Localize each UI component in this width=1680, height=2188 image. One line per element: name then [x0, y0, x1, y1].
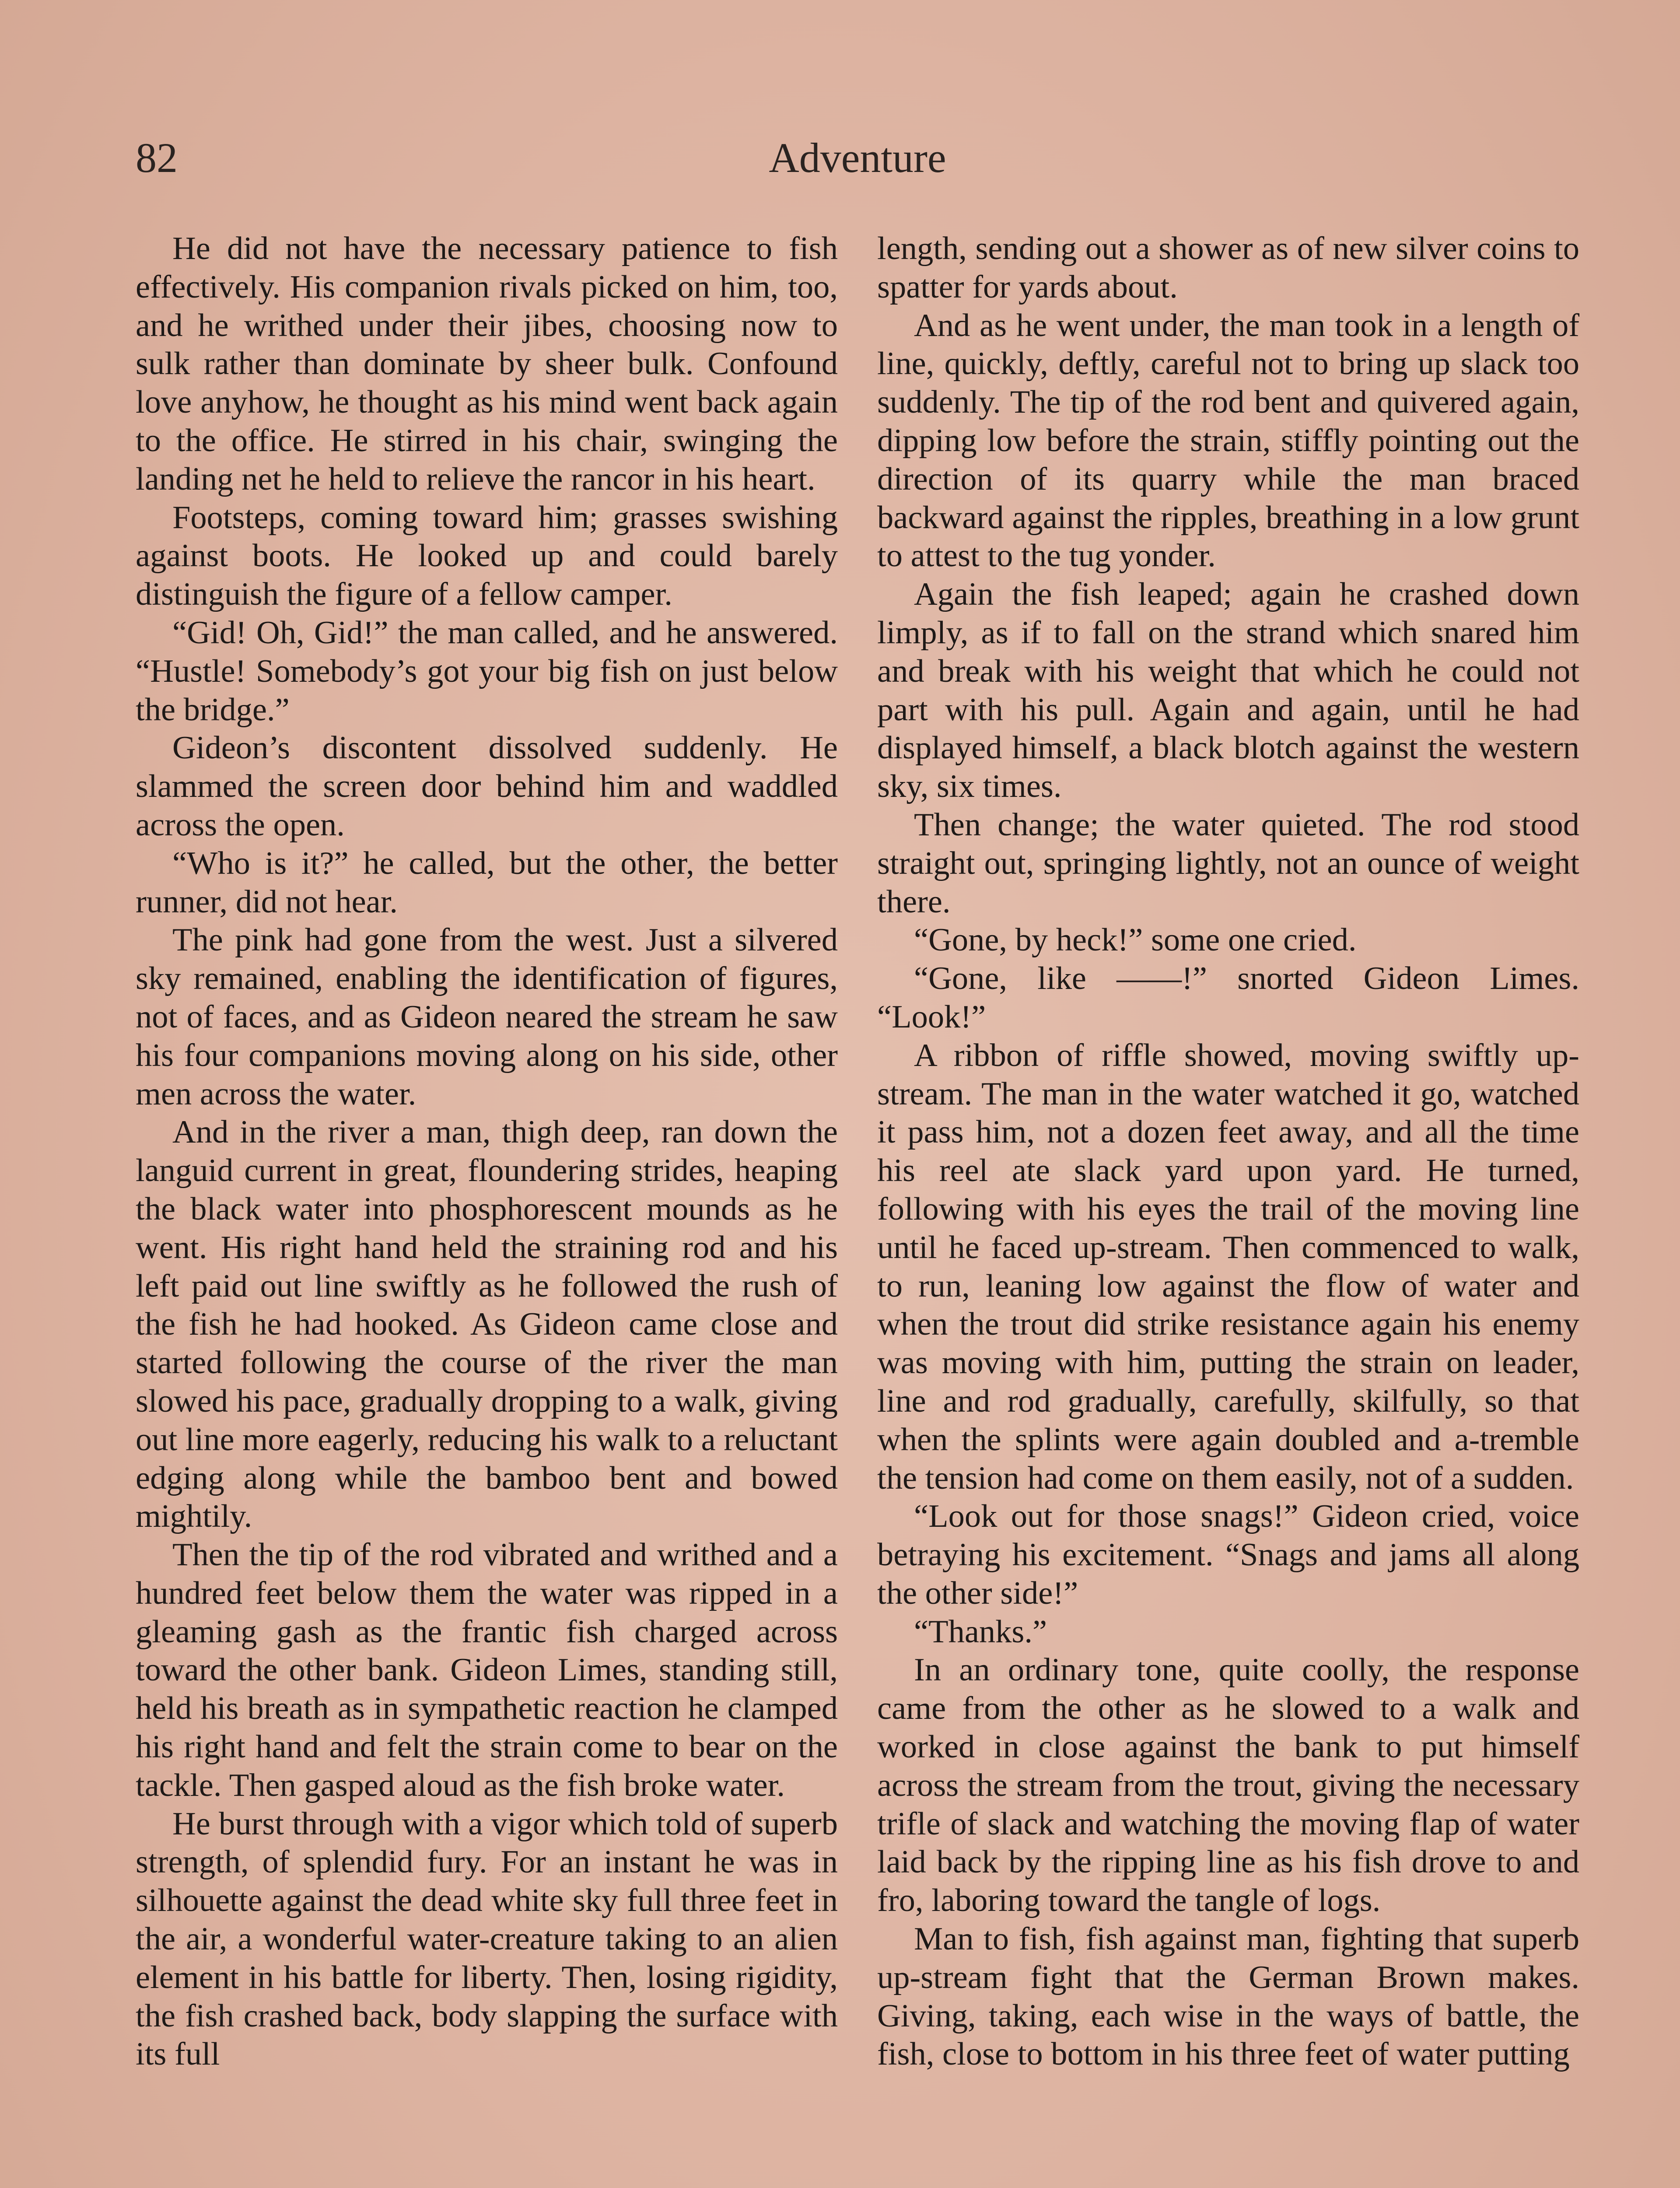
- paragraph: Again the fish leaped; again he crashed down limply, as if to fall on the strand which snared him and break with his weight that which he could not part with his pull. Again and again, until he had displayed himself, a black blotch against the western sky, six times.: [877, 576, 1579, 805]
- paragraph: In an ordinary tone, quite coolly, the response came from the other as he slowed to a walk and worked in close against the bank to put himself across the stream from the trout, giving the necessary trifle of slack and watching the moving flap of water laid back by the ripping line as his fish drove to and fro, laboring toward the tangle of logs.: [877, 1652, 1579, 1919]
- paragraph: He did not have the necessary patience to fish effectively. His companion rivals picked on him, too, and he writhed under their jibes, choosing now to sulk rather than dominate by sheer bulk. Confound love anyhow, he thought as his mind went back again to the office. He stirred in his chair, swinging the landing net he held to relieve the rancor in his heart.: [136, 231, 838, 497]
- paragraph: “Gone, by heck!” some one cried.: [914, 922, 1357, 958]
- paragraph: Gideon’s discontent dissolved suddenly. He slammed the screen door behind him and waddled across the open.: [136, 730, 838, 843]
- paragraph: Footsteps, coming toward him; grasses swishing against boots. He looked up and could barely distinguish the figure of a fellow camper.: [136, 499, 838, 613]
- paragraph: And as he went under, the man took in a length of line, quickly, deftly, careful not to bring up slack too suddenly. The tip of the rod bent and quivered again, dipping low before the strain, stiffly pointing out the direction of its quarry while the man braced backward against the ripples, breathing in a low grunt to attest to the tug yonder.: [877, 307, 1579, 574]
- paragraph-continued: length, sending out a shower as of new silver coins to spatter for yards about.: [877, 231, 1579, 305]
- magazine-title: Adventure: [769, 134, 946, 181]
- paragraph: “Who is it?” he called, but the other, the better runner, did not hear.: [136, 845, 838, 920]
- paragraph: The pink had gone from the west. Just a silvered sky remained, enabling the identification of figures, not of faces, and as Gideon neared the stream he saw his four companions moving along on his side, other men across the water.: [136, 922, 838, 1112]
- page-header: [136, 133, 1579, 195]
- paragraph: And in the river a man, thigh deep, ran down the languid current in great, floundering strides, heaping the black water into phosphorescent mounds as he went. His right hand held the straining rod and his left paid out line swiftly as he followed the rush of the fish he had hooked. As Gideon came close and started following the course of the river the man slowed his pace, gradually dropping to a walk, giving out line more eagerly, reducing his walk to a reluctant edging along while the bamboo bent and bowed mightily.: [136, 1114, 838, 1535]
- paragraph: He burst through with a vigor which told of superb strength, of splendid fury. For an instant he was in silhouette against the dead white sky full three feet in the air, a wonderful water-creature taking to an alien element in his battle for liberty. Then, losing rigidity, the fish crashed back, body slapping the surface with its full: [136, 1806, 838, 2072]
- paragraph: Then change; the water quieted. The rod stood straight out, springing lightly, not an ounce of weight there.: [877, 806, 1579, 920]
- paragraph: “Gid! Oh, Gid!” the man called, and he answered. “Hustle! Somebody’s got your big fish on just below the bridge.”: [136, 614, 838, 728]
- right-column: [877, 230, 1579, 2074]
- paragraph: Man to fish, fish against man, fighting that superb up-stream fight that the German Brown makes. Giving, taking, each wise in the ways of battle, the fish, close to bottom in his three feet of water putting: [877, 1921, 1579, 2072]
- page-number: 82: [136, 134, 178, 181]
- left-column: [136, 230, 838, 2074]
- paragraph: “Look out for those snags!” Gideon cried, voice betraying his excitement. “Snags and jams all along the other side!”: [877, 1498, 1579, 1611]
- paragraph: “Thanks.”: [914, 1613, 1047, 1650]
- paragraph: A ribbon of riffle showed, moving swiftly up-stream. The man in the water watched it go, watched it pass him, not a dozen feet away, and all the time his reel ate slack yard upon yard. He turned, following with his eyes the trail of the moving line until he faced up-stream. Then commenced to walk, to run, leaning low against the flow of water and when the trout did strike resistance again his enemy was moving with him, putting the strain on leader, line and rod gradually, carefully, skilfully, so that when the splints were again doubled and a-tremble the tension had come on them easily, not of a sudden.: [877, 1037, 1579, 1496]
- paragraph: Then the tip of the rod vibrated and writhed and a hundred feet below them the water was ripped in a gleaming gash as the frantic fish charged across toward the other bank. Gideon Limes, standing still, held his breath as in sympathetic reaction he clamped his right hand and felt the strain come to bear on the tackle. Then gasped aloud as the fish broke water.: [136, 1537, 838, 1803]
- paragraph: “Gone, like ——!” snorted Gideon Limes. “Look!”: [877, 961, 1579, 1035]
